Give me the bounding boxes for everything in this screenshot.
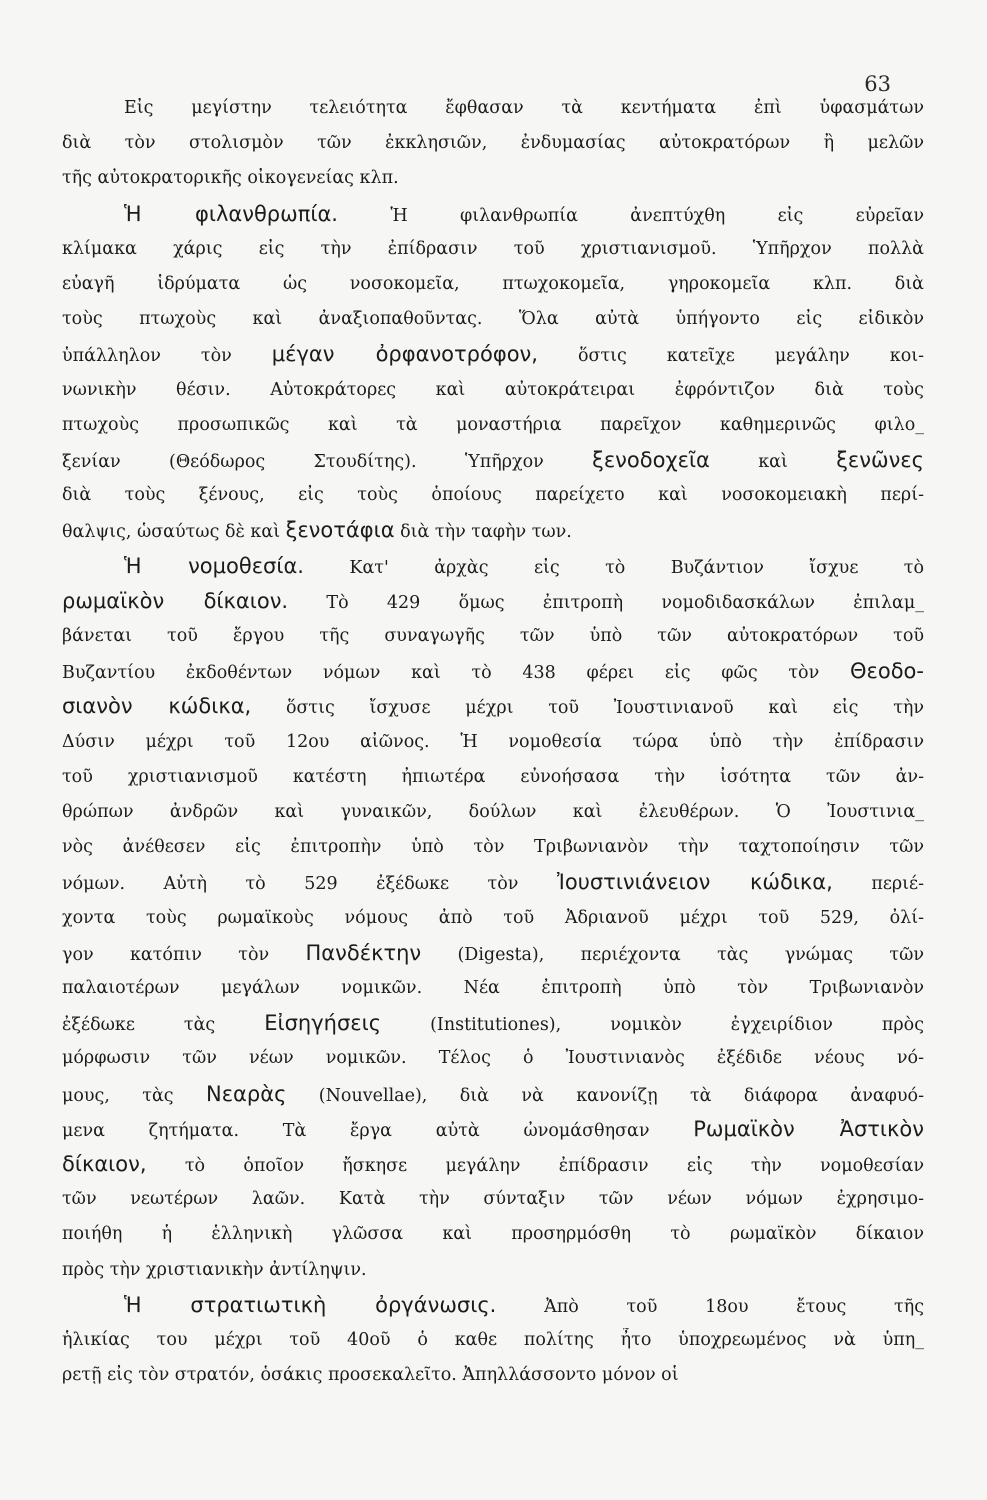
text-run: νὸς ἀνέθεσεν εἰς ἐπιτροπὴν ὑπὸ τὸν Τριβωνιανὸν τὴν ταχτοποίησιν τῶν xyxy=(62,837,924,858)
text-line xyxy=(62,976,924,1001)
text-line xyxy=(62,131,924,156)
text-run: καὶ xyxy=(709,452,837,472)
keyword-heading: ξενῶνες xyxy=(836,448,924,472)
text-run: Δύσιν μέχρι τοῦ 12ου αἰῶνος. Ἡ νομοθεσία τώρα ὑπὸ τὴν ἐπίδρασιν xyxy=(62,731,924,752)
keyword-heading: δίκαιον, xyxy=(62,1152,147,1176)
text-line xyxy=(62,554,924,579)
keyword-heading: Νεαρὰς xyxy=(206,1081,287,1106)
text-line xyxy=(62,1117,924,1142)
keyword-heading: ρωμαϊκὸν δίκαιον. xyxy=(62,588,289,613)
keyword-heading: Θεοδο- xyxy=(849,659,924,684)
text-line xyxy=(62,1046,924,1071)
text-line xyxy=(62,870,924,895)
text-line xyxy=(62,906,924,931)
text-run: ξενίαν (Θεόδωρος Στουδίτης). Ὑπῆρχον xyxy=(62,452,593,472)
text-line xyxy=(62,694,924,719)
text-line xyxy=(62,413,924,438)
text-line xyxy=(62,378,924,403)
text-run: μόρφωσιν τῶν νέων νομικῶν. Τέλος ὁ Ἰουστινιανὸς ἐξέδιδε νέους νό- xyxy=(62,1048,924,1069)
text-run: νωνικὴν θέσιν. Αὐτοκράτορες καὶ αὐτοκράτειραι ἐφρόντιζον διὰ τοὺς xyxy=(62,379,924,400)
keyword-heading: Εἰσηγήσεις xyxy=(264,1011,382,1036)
text-run: τοὺς πτωχοὺς καὶ ἀναξιοπαθοῦντας. Ὅλα αὐτὰ ὑπήγοντο εἰς εἰδικὸν xyxy=(62,309,924,330)
text-line xyxy=(62,272,924,297)
text-line xyxy=(62,1363,924,1388)
text-run: γον κατόπιν τὸν xyxy=(62,944,306,965)
text-run: διὰ τοὺς ξένους, εἰς τοὺς ὁποίους παρείχετο καὶ νοσοκομειακὴ περί- xyxy=(62,485,924,506)
text-run: πτωχοὺς προσωπικῶς καὶ τὰ μοναστήρια παρεῖχον καθημερινῶς φιλο_ xyxy=(62,414,924,435)
keyword-heading: ξενοδοχεῖα xyxy=(592,448,710,472)
text-line xyxy=(62,835,924,860)
text-run: παλαιοτέρων μεγάλων νομικῶν. Νέα ἐπιτροπὴ ὑπὸ τὸν Τριβωνιανὸν xyxy=(62,978,924,998)
text-line xyxy=(62,1328,924,1353)
text-run: διὰ τὸν στολισμὸν τῶν ἐκκλησιῶν, ἐνδυμασίας αὐτοκρατόρων ἢ μελῶν xyxy=(62,133,924,154)
text-line xyxy=(62,1152,924,1177)
text-run: πρὸς τὴν χριστιανικὴν ἀντίληψιν. xyxy=(62,1259,367,1280)
text-run: Βυζαντίου ἐκδοθέντων νόμων καὶ τὸ 438 φέρει εἰς φῶς τὸν xyxy=(62,663,850,684)
text-run: ἐξέδωκε τὰς xyxy=(62,1015,265,1036)
text-line xyxy=(62,1222,924,1247)
text-line xyxy=(62,800,924,825)
keyword-heading: ξενοτάφια xyxy=(285,518,395,543)
text-run: τῶν νεωτέρων λαῶν. Κατὰ τὴν σύνταξιν τῶν νέων νόμων ἐχρησιμο- xyxy=(62,1189,924,1210)
text-run: ποιήθη ἡ ἑλληνικὴ γλῶσσα καὶ προσηρμόσθη τὸ ρωμαϊκὸν δίκαιον xyxy=(62,1224,924,1245)
text-run: τοῦ χριστιανισμοῦ κατέστη ἠπιωτέρα εὐνοήσασα τὴν ἰσότητα τῶν ἀν- xyxy=(62,766,924,787)
text-run: κλίμακα χάρις εἰς τὴν ἐπίδρασιν τοῦ χριστιανισμοῦ. Ὑπῆρχον πολλὰ xyxy=(62,238,924,259)
text-run: (Digesta), περιέχοντα τὰς γνώμας τῶν xyxy=(421,944,924,965)
keyword-heading: Ἡ φιλανθρωπία. xyxy=(124,201,338,226)
text-run: διὰ τὴν ταφὴν των. xyxy=(394,522,572,543)
text-run: εὐαγῆ ἱδρύματα ὡς νοσοκομεῖα, πτωχοκομεῖα, γηροκομεῖα κλπ. διὰ xyxy=(62,274,924,294)
text-line xyxy=(62,96,924,121)
keyword-heading: Ἡ νομοθεσία. xyxy=(124,553,304,578)
text-line xyxy=(62,483,924,508)
text-line xyxy=(62,1293,924,1318)
text-run: Ἡ φιλανθρωπία ἀνεπτύχθη εἰς εὐρεῖαν xyxy=(337,205,924,226)
text-line xyxy=(62,1011,924,1036)
text-line xyxy=(62,307,924,332)
text-line xyxy=(62,1258,924,1283)
text-run: βάνεται τοῦ ἔργου τῆς συναγωγῆς τῶν ὑπὸ τῶν αὐτοκρατόρων τοῦ xyxy=(62,626,924,646)
text-line xyxy=(62,1187,924,1212)
text-line xyxy=(62,342,924,367)
text-run: θαλψις, ὡσαύτως δὲ καὶ xyxy=(62,522,286,543)
keyword-heading: Ρωμαϊκὸν Ἀστικὸν xyxy=(693,1116,924,1141)
text-run: τῆς αὐτοκρατορικῆς οἰκογενείας κλπ. xyxy=(62,168,399,189)
text-run: τὸ ὁποῖον ἤσκησε μεγάλην ἐπίδρασιν εἰς τὴν νομοθεσίαν xyxy=(146,1156,924,1176)
page-number: 63 xyxy=(864,72,891,96)
text-run: θρώπων ἀνδρῶν καὶ γυναικῶν, δούλων καὶ ἐλευθέρων. Ὁ Ἰουστινια_ xyxy=(62,802,924,822)
text-run: Εἰς μεγίστην τελειότητα ἔφθασαν τὰ κεντήματα ἐπὶ ὑφασμάτων xyxy=(124,98,924,118)
text-line xyxy=(62,659,924,684)
text-run: ὅστις ἴσχυσε μέχρι τοῦ Ἰουστινιανοῦ καὶ εἰς τὴν xyxy=(251,698,924,719)
keyword-heading: Ἡ στρατιωτικὴ ὀργάνωσις. xyxy=(124,1292,497,1317)
text-line xyxy=(62,237,924,262)
text-line xyxy=(62,941,924,966)
text-line xyxy=(62,589,924,614)
text-line xyxy=(62,1082,924,1107)
keyword-heading: μέγαν ὀρφανοτρόφον, xyxy=(271,342,538,367)
text-run: Τὸ 429 ὅμως ἐπιτροπὴ νομοδιδασκάλων ἐπιλαμ_ xyxy=(288,592,924,613)
text-line xyxy=(62,166,924,191)
text-line xyxy=(62,624,924,649)
keyword-heading: Ἰουστινιάνειον κώδικα, xyxy=(556,870,833,895)
text-line xyxy=(62,448,924,473)
text-run: (Institutiones), νομικὸν ἐγχειρίδιον πρὸς xyxy=(381,1015,924,1036)
text-run: μους, τὰς xyxy=(62,1085,206,1106)
text-run: ὅστις κατεῖχε μεγάλην κοι- xyxy=(537,346,924,367)
text-run: ρετῇ εἰς τὸν στρατόν, ὁσάκις προσεκαλεῖτο. Ἀπηλλάσσοντο μόνον οἱ xyxy=(62,1365,679,1386)
text-line xyxy=(62,202,924,227)
text-run: νόμων. Αὐτὴ τὸ 529 ἐξέδωκε τὸν xyxy=(62,874,557,895)
text-run: ἡλικίας του μέχρι τοῦ 40οῦ ὁ καθε πολίτης ἦτο ὑποχρεωμένος νὰ ὑπη_ xyxy=(62,1330,924,1350)
text-run: Ἀπὸ τοῦ 18ου ἔτους τῆς xyxy=(496,1296,924,1317)
text-line xyxy=(62,518,924,543)
text-run: Κατ' ἀρχὰς εἰς τὸ Βυζάντιον ἴσχυε τὸ xyxy=(304,557,924,578)
text-run: (Nouvellae), διὰ νὰ κανονίζῃ τὰ διάφορα ἀναφυό- xyxy=(286,1085,924,1106)
text-run: μενα ζητήματα. Τὰ ἔργα αὐτὰ ὠνομάσθησαν xyxy=(62,1120,694,1141)
text-run: χοντα τοὺς ρωμαϊκοὺς νόμους ἀπὸ τοῦ Ἀδριανοῦ μέχρι τοῦ 529, ὀλί- xyxy=(62,907,924,928)
text-run: περιέ- xyxy=(832,874,924,895)
text-line xyxy=(62,730,924,755)
text-run: ὑπάλληλον τὸν xyxy=(62,346,272,367)
text-line xyxy=(62,765,924,790)
keyword-heading: Πανδέκτην xyxy=(305,940,422,965)
keyword-heading: σιανὸν κώδικα, xyxy=(62,694,252,719)
